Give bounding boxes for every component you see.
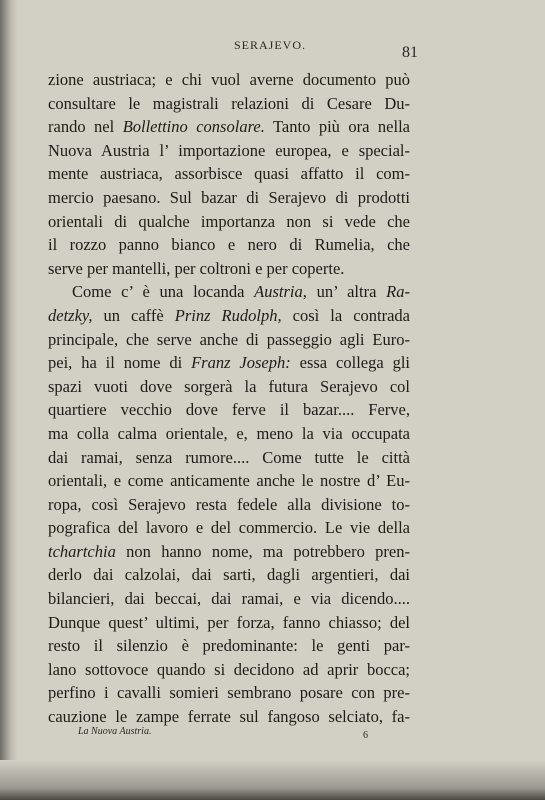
- page-number: 81: [402, 44, 418, 61]
- text-run: orientali, e come anticamente anche le nostre d’ Eu-: [48, 471, 410, 491]
- text-run: un’ altra: [306, 282, 387, 302]
- text-line: [48, 304, 410, 328]
- text-line: [48, 422, 410, 446]
- text-line: [48, 563, 410, 587]
- text-line: [48, 681, 410, 705]
- text-line: [48, 658, 410, 682]
- text-line: [48, 210, 410, 234]
- text-run: orientali di qualche importanza non si vede che: [48, 211, 410, 231]
- text-line: [48, 375, 410, 399]
- text-run: principale, che serve anche di passeggio agli Euro-: [48, 329, 410, 349]
- text-run: derlo dai calzolai, dai sarti, dagli argentieri, dai: [48, 565, 410, 585]
- text-run: non hanno nome, ma potrebbero pren-: [115, 541, 410, 561]
- text-run: Come c’ è una locanda: [72, 282, 255, 302]
- text-line: [48, 162, 410, 186]
- page-bottom-shadow: [0, 760, 545, 800]
- text-line: [48, 446, 410, 470]
- text-run: consultare le magistrali relazioni di Cesare Du-: [48, 93, 410, 113]
- italic-run: Austria,: [254, 282, 307, 302]
- italic-run: Prinz Rudolph,: [174, 305, 282, 325]
- text-run: Dunque quest’ ultimi, per forza, fanno chiasso; del: [48, 612, 410, 632]
- text-line: [48, 398, 410, 422]
- running-title: SERAJEVO.: [233, 38, 306, 52]
- text-line: [48, 257, 410, 281]
- text-run: pei, ha il nome di: [48, 353, 192, 373]
- text-run: un caffè: [92, 305, 175, 325]
- text-line: [48, 469, 410, 493]
- text-run: rando nel: [48, 117, 123, 137]
- text-line: [48, 233, 410, 257]
- text-run: spazi vuoti dove sorgerà la futura Serajevo col: [48, 376, 410, 396]
- text-run: mente austriaca, assorbisce quasi affatto il com-: [48, 164, 410, 184]
- text-run: ma colla calma orientale, e, meno la via occupata: [48, 423, 410, 443]
- text-line: [48, 280, 410, 304]
- text-run: così la contrada: [281, 305, 411, 325]
- text-run: bilancieri, dai beccai, dai ramai, e via dicendo....: [48, 589, 410, 609]
- text-run: perfino i cavalli somieri sembrano posare con pre-: [48, 683, 410, 703]
- text-line: [48, 139, 410, 163]
- text-line: [48, 68, 410, 92]
- text-run: Nuova Austria l’ importazione europea, e special-: [48, 140, 410, 160]
- italic-run: Ra-: [386, 282, 410, 302]
- text-line: [48, 587, 410, 611]
- text-line: [48, 634, 410, 658]
- text-line: [48, 115, 410, 139]
- text-line: [48, 611, 410, 635]
- italic-run: Franz Joseph:: [191, 353, 291, 373]
- italic-run: Bollettino consolare.: [122, 117, 265, 137]
- text-run: cauzione le zampe ferrate sul fangoso selciato, fa-: [48, 707, 410, 727]
- text-run: Tanto più ora nella: [264, 117, 410, 137]
- italic-run: tchartchia: [48, 541, 116, 561]
- text-line: [48, 493, 410, 517]
- text-run: serve per mantelli, per coltroni e per coperte.: [48, 258, 345, 278]
- page-gutter-shadow: [0, 0, 18, 800]
- text-run: ropa, così Serajevo resta fedele alla divisione to-: [48, 494, 410, 514]
- footer-signature: La Nuova Austria.: [78, 726, 152, 737]
- text-line: [48, 328, 410, 352]
- text-line: [48, 540, 410, 564]
- text-run: essa collega gli: [290, 353, 411, 373]
- text-run: quartiere vecchio dove ferve il bazar.... Ferve,: [48, 400, 410, 420]
- text-run: resto il silenzio è predominante: le genti par-: [48, 636, 410, 656]
- footer-sheet-number: 6: [363, 730, 368, 741]
- text-run: mercio paesano. Sul bazar di Serajevo di prodotti: [48, 187, 410, 207]
- text-line: [48, 516, 410, 540]
- text-line: [48, 186, 410, 210]
- text-line: [48, 351, 410, 375]
- italic-run: detzky,: [48, 305, 93, 325]
- text-line: [48, 92, 410, 116]
- text-run: dai ramai, senza rumore.... Come tutte le città: [48, 447, 410, 467]
- text-run: il rozzo panno bianco e nero di Rumelia, che: [48, 235, 410, 255]
- text-run: pografica del lavoro e del commercio. Le vie della: [48, 518, 410, 538]
- text-run: zione austriaca; e chi vuol averne documento può: [48, 70, 410, 89]
- body-text: [48, 68, 410, 729]
- text-run: lano sottovoce quando si decidono ad aprir bocca;: [48, 659, 410, 679]
